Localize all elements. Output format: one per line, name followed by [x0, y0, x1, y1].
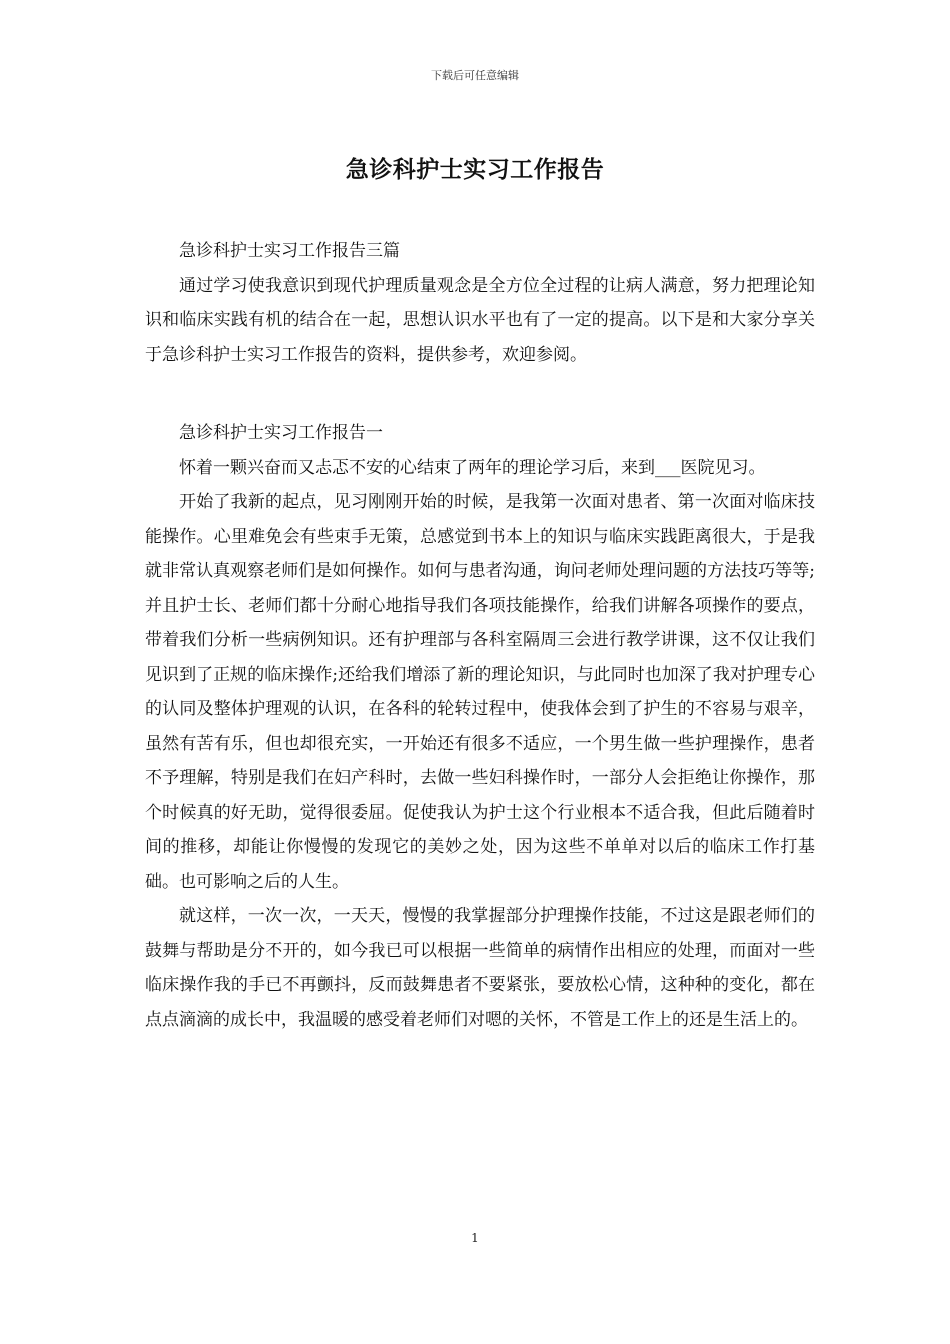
- intro-heading: 急诊科护士实习工作报告三篇: [179, 241, 400, 261]
- section1-paragraph-2: 开始了我新的起点，见习刚刚开始的时候，是我第一次面对患者、第一次面对临床技能操作。心里难免会有些束手无策，总感觉到书本上的知识与临床实践距离很大，于是我就非常认真观察老师们是如何操作。如何与患者沟通，询问老师处理问题的方法技巧等等;并且护士长、老师们都十分耐心地指导我们各项技能操作，给我们讲解各项操作的要点，带着我们分析一些病例知识。还有护理部与各科室隔周三会进行教学讲课，这不仅让我们见识到了正规的临床操作;还给我们增添了新的理论知识，与此同时也加深了我对护理专心的认同及整体护理观的认识，在各科的轮转过程中，使我体会到了护生的不容易与艰辛，虽然有苦有乐，但也却很充实，一开始还有很多不适应，一个男生做一些护理操作，患者不予理解，特别是我们在妇产科时，去做一些妇科操作时，一部分人会拒绝让你操作，那个时候真的好无助，觉得很委屈。促使我认为护士这个行业根本不适合我，但此后随着时间的推移，却能让你慢慢的发现它的美妙之处，因为这些不单单对以后的临床工作打基础。也可影响之后的人生。: [145, 492, 815, 892]
- section1-heading: 急诊科护士实习工作报告一: [179, 423, 383, 443]
- intro-paragraph: 通过学习使我意识到现代护理质量观念是全方位全过程的让病人满意，努力把理论知识和临床实践有机的结合在一起，思想认识水平也有了一定的提高。以下是和大家分享关于急诊科护士实习工作报告的资料，提供参考，欢迎参阅。: [145, 275, 815, 365]
- document-title: 急诊科护士实习工作报告: [345, 156, 605, 183]
- section1-paragraph-3: 就这样，一次一次，一天天，慢慢的我掌握部分护理操作技能，不过这是跟老师们的鼓舞与帮助是分不开的，如今我已可以根据一些简单的病情作出相应的处理，而面对一些临床操作我的手已不再颤抖，反而鼓舞患者不要紧张，要放松心情，这种种的变化，都在点点滴滴的成长中，我温暖的感受着老师们对嗯的关怀，不管是工作上的还是生活上的。: [145, 906, 815, 1030]
- header-note: 下载后可任意编辑: [431, 69, 519, 82]
- section1-paragraph-1: 怀着一颗兴奋而又忐忑不安的心结束了两年的理论学习后，来到___医院见习。: [179, 457, 766, 478]
- page-number: 1: [471, 1231, 479, 1245]
- section-spacer: [145, 372, 815, 416]
- document-body: [145, 234, 815, 1037]
